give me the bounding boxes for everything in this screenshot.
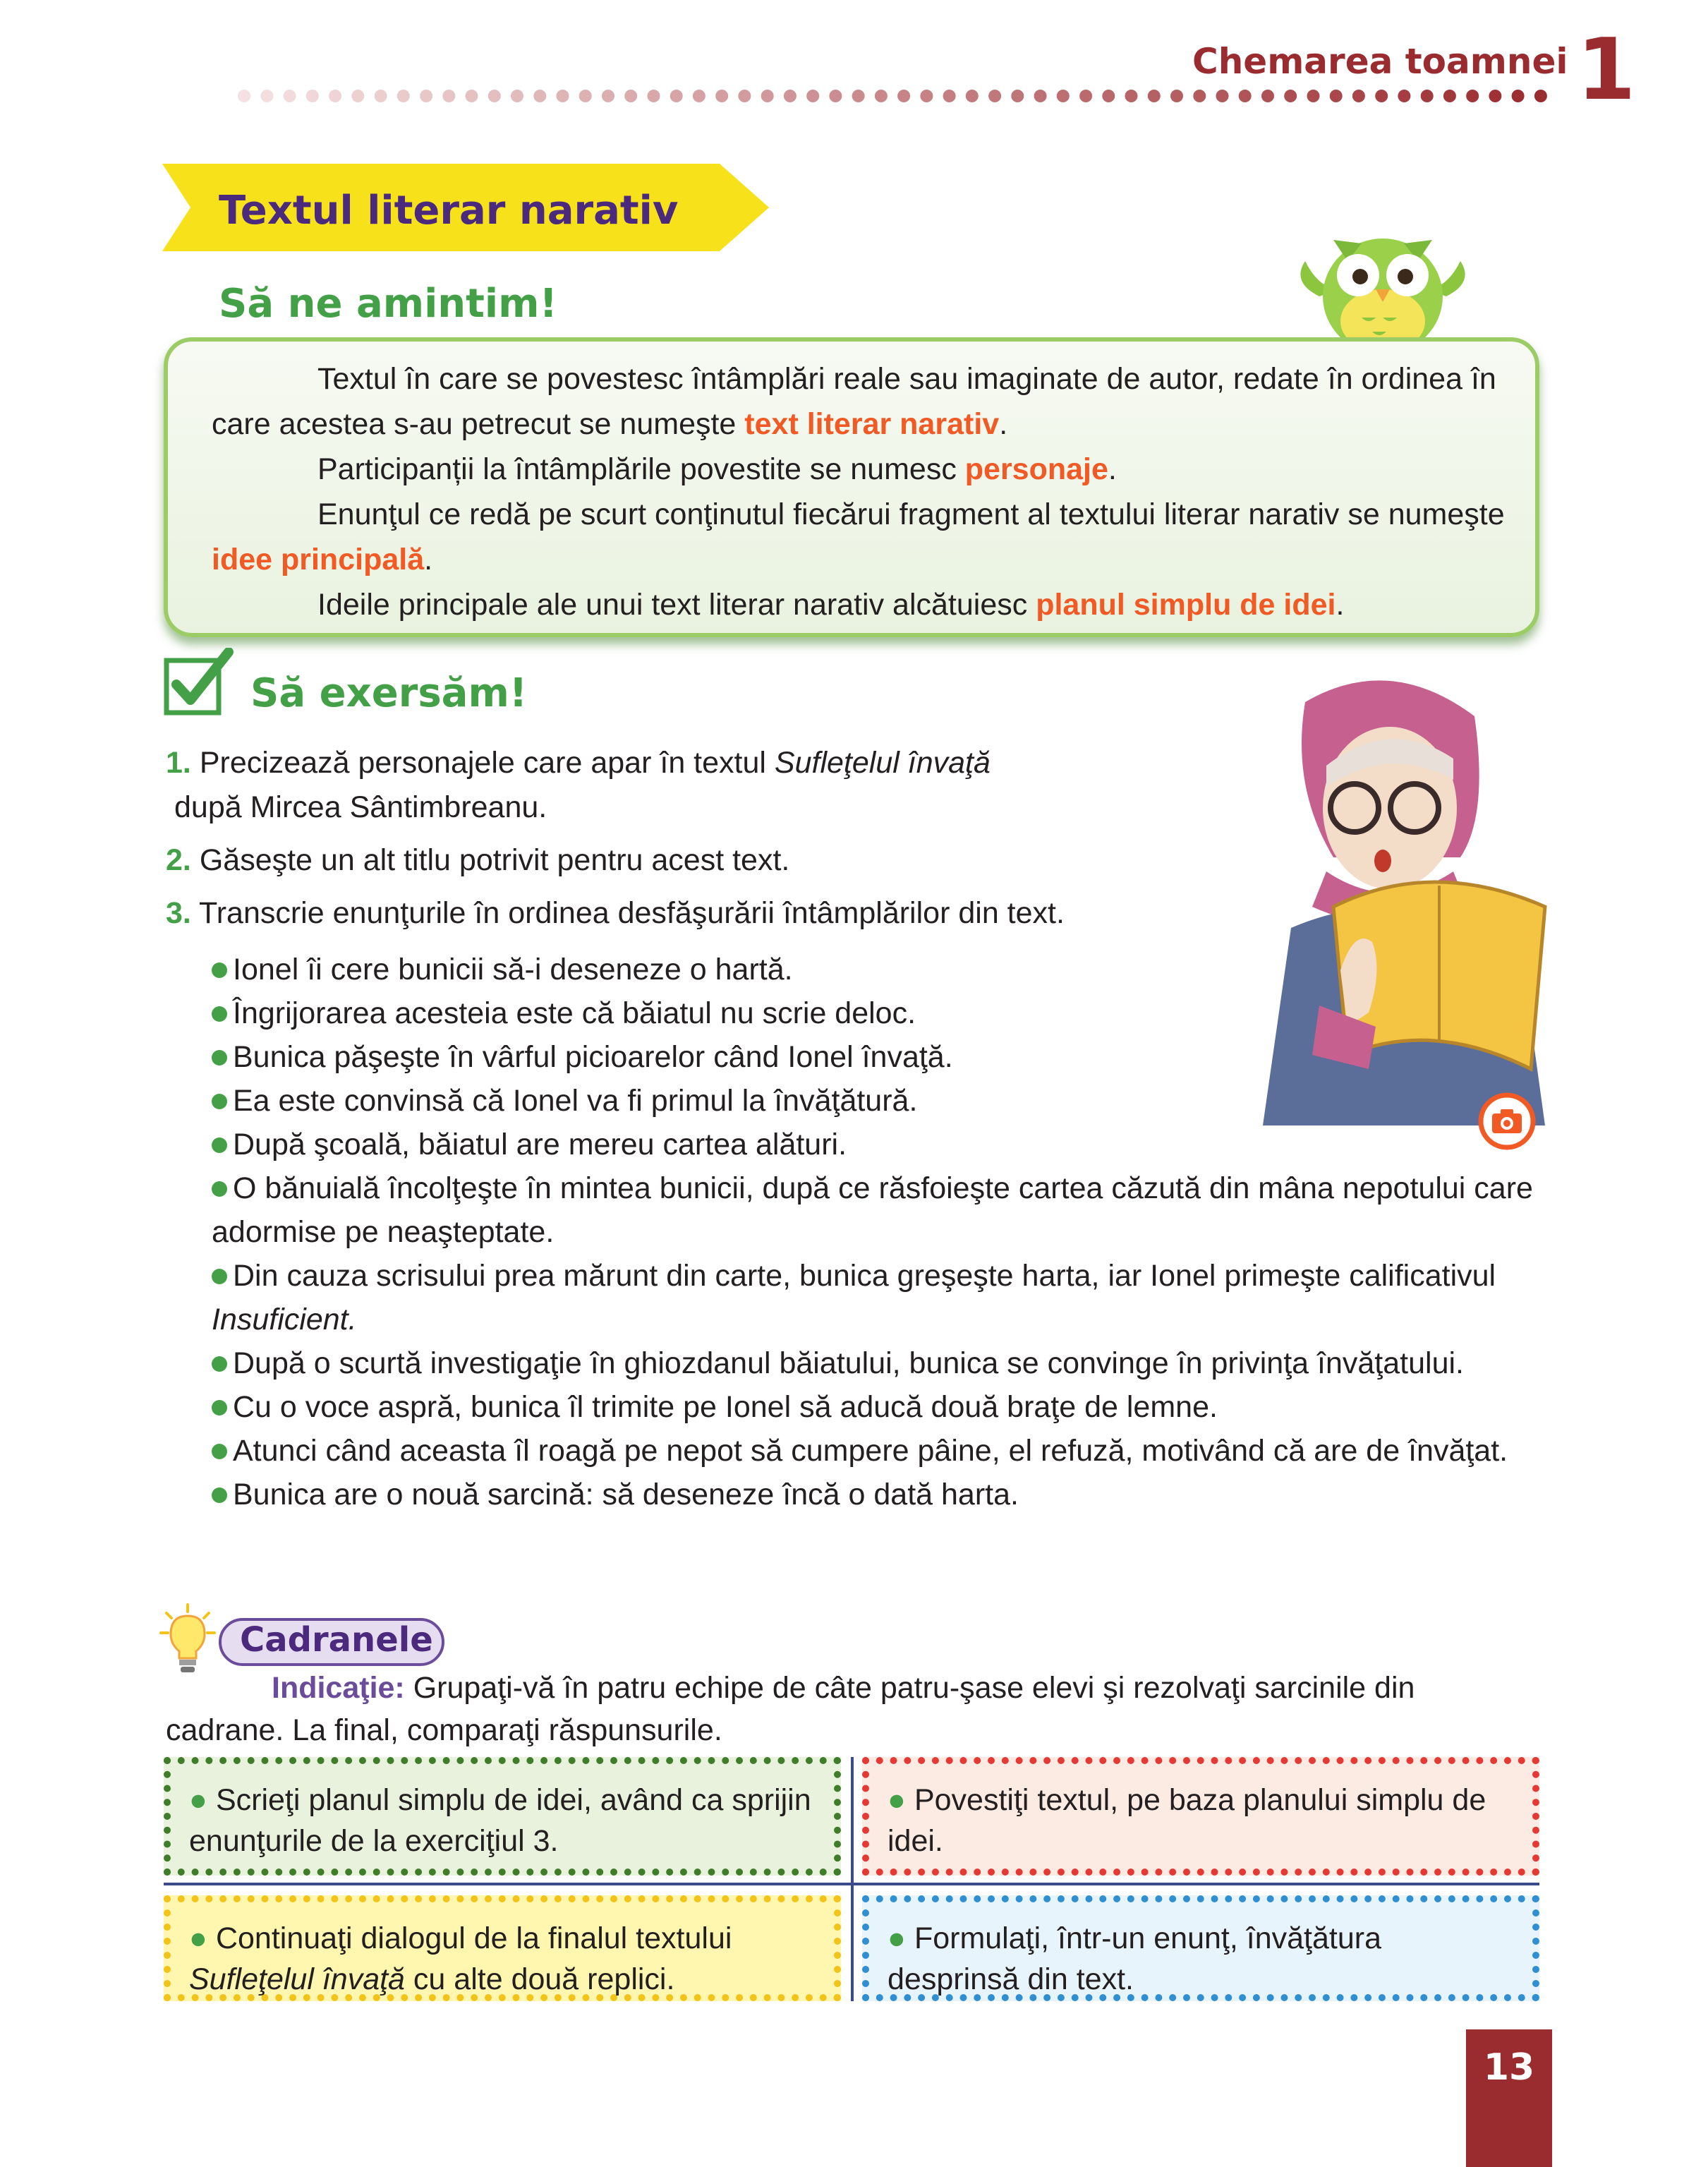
header-dot [1398, 90, 1410, 102]
header-dot [784, 90, 797, 102]
header-dot [761, 90, 774, 102]
header-dot [1011, 90, 1024, 102]
header-dot [1534, 90, 1547, 102]
header-dot [1352, 90, 1365, 102]
header-dot [670, 90, 683, 102]
header-dot [897, 90, 910, 102]
header-dot [1034, 90, 1047, 102]
remember-paragraph-1: Textul în care se povestesc întâmplări reale sau imaginate de autor, redate în ordinea în care acestea s-au petrecut se numeşte text literar narativ. [212, 362, 1496, 441]
checkbox-check-icon [164, 648, 234, 718]
header-dot [1443, 90, 1456, 102]
list-item: Bunica are o nouă sarcină: să deseneze încă o dată harta. [212, 1473, 1552, 1516]
header-dot [1170, 90, 1183, 102]
header-dot [943, 90, 956, 102]
remember-paragraph-3: Enunţul ce redă pe scurt conţinutul fiecărui fragment al textului literar narativ se numeşte idee principală. [212, 497, 1505, 577]
header-dot [1466, 90, 1479, 102]
lightbulb-icon [159, 1603, 216, 1677]
header-dot [420, 90, 432, 102]
list-item: Ionel îi cere bunicii să-i deseneze o hartă. [212, 948, 1552, 991]
remember-text [212, 356, 1510, 627]
list-item: Bunica păşeşte în vârful picioarelor când Ionel învaţă. [212, 1035, 1552, 1079]
header-dot [1330, 90, 1343, 102]
header-dot [1489, 90, 1501, 102]
header-dot [966, 90, 979, 102]
header-dot [579, 90, 592, 102]
header-dot [1216, 90, 1229, 102]
header-dot [806, 90, 819, 102]
header-dot [375, 90, 387, 102]
header-dot [875, 90, 888, 102]
header-dot [1193, 90, 1206, 102]
header-dot [466, 90, 478, 102]
header-dot [1079, 90, 1092, 102]
quadrant-3: ● Continuaţi dialogul de la finalul textului Sufleţelul învaţă cu alte două replici. [164, 1895, 841, 2001]
header-dot [988, 90, 1001, 102]
header-dot [397, 90, 410, 102]
exercise-item-1: 1. Precizează personajele care apar în textul Sufleţelul învaţă după Mircea Sântimbreanu. [166, 746, 991, 824]
header-dot [852, 90, 865, 102]
remember-paragraph-2: Participanții la întâmplările povestite se numesc personaje. [317, 452, 1117, 486]
quadrant-divider-vertical [851, 1757, 854, 2001]
header-dot [1261, 90, 1274, 102]
header-dot [329, 90, 341, 102]
quadrant-2: ● Povestiţi textul, pe baza planului simplu de idei. [862, 1757, 1539, 1876]
list-item: Îngrijorarea acesteia este că băiatul nu scrie deloc. [212, 991, 1552, 1035]
exercise-item-3: 3. Transcrie enunţurile în ordinea desfăşurării întâmplărilor din text. [166, 896, 1065, 930]
header-dot-divider [233, 87, 1552, 104]
header-dot [1057, 90, 1070, 102]
header-dot [488, 90, 501, 102]
chapter-number: 1 [1577, 21, 1636, 119]
list-item: O bănuială încolţeşte în mintea bunicii, după ce răsfoieşte cartea căzută din mâna nepotului care adormise pe neaşteptate. [212, 1171, 1533, 1249]
cadranele-label: Cadranele [240, 1620, 433, 1660]
remember-paragraph-4: Ideile principale ale unui text literar narativ alcătuiesc planul simplu de idei. [317, 588, 1345, 622]
header-dot [442, 90, 455, 102]
header-dot [602, 90, 614, 102]
exercise-item-2: 2. Găseşte un alt titlu potrivit pentru acest text. [166, 843, 790, 877]
page-number: 13 [1483, 2046, 1535, 2089]
header-dot [1284, 90, 1297, 102]
list-item: După şcoală, băiatul are mereu cartea alături. [212, 1123, 1552, 1166]
header-dot [306, 90, 319, 102]
quadrant-1: ● Scrieţi planul simplu de idei, având ca sprijin enunţurile de la exerciţiul 3. [164, 1757, 841, 1876]
list-item: Din cauza scrisului prea mărunt din carte, bunica greşeşte harta, iar Ionel primeşte calificativul Insuficient. [212, 1259, 1496, 1336]
header-dot [260, 90, 273, 102]
indication-text: Indicaţie: Grupaţi-vă în patru echipe de câte patru-şase elevi şi rezolvaţi sarcinile din cadrane. La final, comparaţi răspunsurile. [166, 1671, 1415, 1747]
header-dot [1102, 90, 1115, 102]
header-dot [829, 90, 842, 102]
header-dot [738, 90, 751, 102]
header-dot [1512, 90, 1525, 102]
indication-label: Indicaţie: [272, 1671, 405, 1705]
quadrant-divider-horizontal [164, 1883, 1539, 1885]
header-dot [920, 90, 933, 102]
header-dot [1148, 90, 1161, 102]
list-item: Atunci când aceasta îl roagă pe nepot să cumpere pâine, el refuză, motivând că are de învăţat. [212, 1429, 1552, 1473]
header-dot [715, 90, 728, 102]
list-item: Cu o voce aspră, bunica îl trimite pe Ionel să aducă două braţe de lemne. [212, 1385, 1552, 1429]
header-dot [557, 90, 569, 102]
lesson-title: Textul literar narativ [219, 188, 679, 234]
remember-heading: Să ne amintim! [219, 281, 558, 327]
header-dot [693, 90, 705, 102]
exercise-heading: Să exersăm! [250, 670, 528, 716]
header-dot [511, 90, 523, 102]
list-item: Ea este convinsă că Ionel va fi primul la învăţătură. [212, 1079, 1552, 1123]
chapter-title: Chemarea toamnei [1192, 41, 1568, 82]
header-dot [238, 90, 250, 102]
exercise-list [166, 741, 1351, 936]
event-bullet-list [212, 948, 1552, 1516]
header-dot [648, 90, 660, 102]
quadrant-4: ● Formulaţi, într-un enunţ, învăţătura desprinsă din text. [862, 1895, 1539, 2001]
header-dot [533, 90, 546, 102]
header-dot [351, 90, 364, 102]
header-dot [1125, 90, 1138, 102]
header-dot [1307, 90, 1320, 102]
header-dot [1421, 90, 1434, 102]
header-dot [1239, 90, 1252, 102]
list-item: După o scurtă investigaţie în ghiozdanul băiatului, bunica se convinge în privinţa învăţatului. [212, 1341, 1552, 1385]
header-dot [284, 90, 296, 102]
header-dot [1375, 90, 1388, 102]
header-dot [624, 90, 637, 102]
